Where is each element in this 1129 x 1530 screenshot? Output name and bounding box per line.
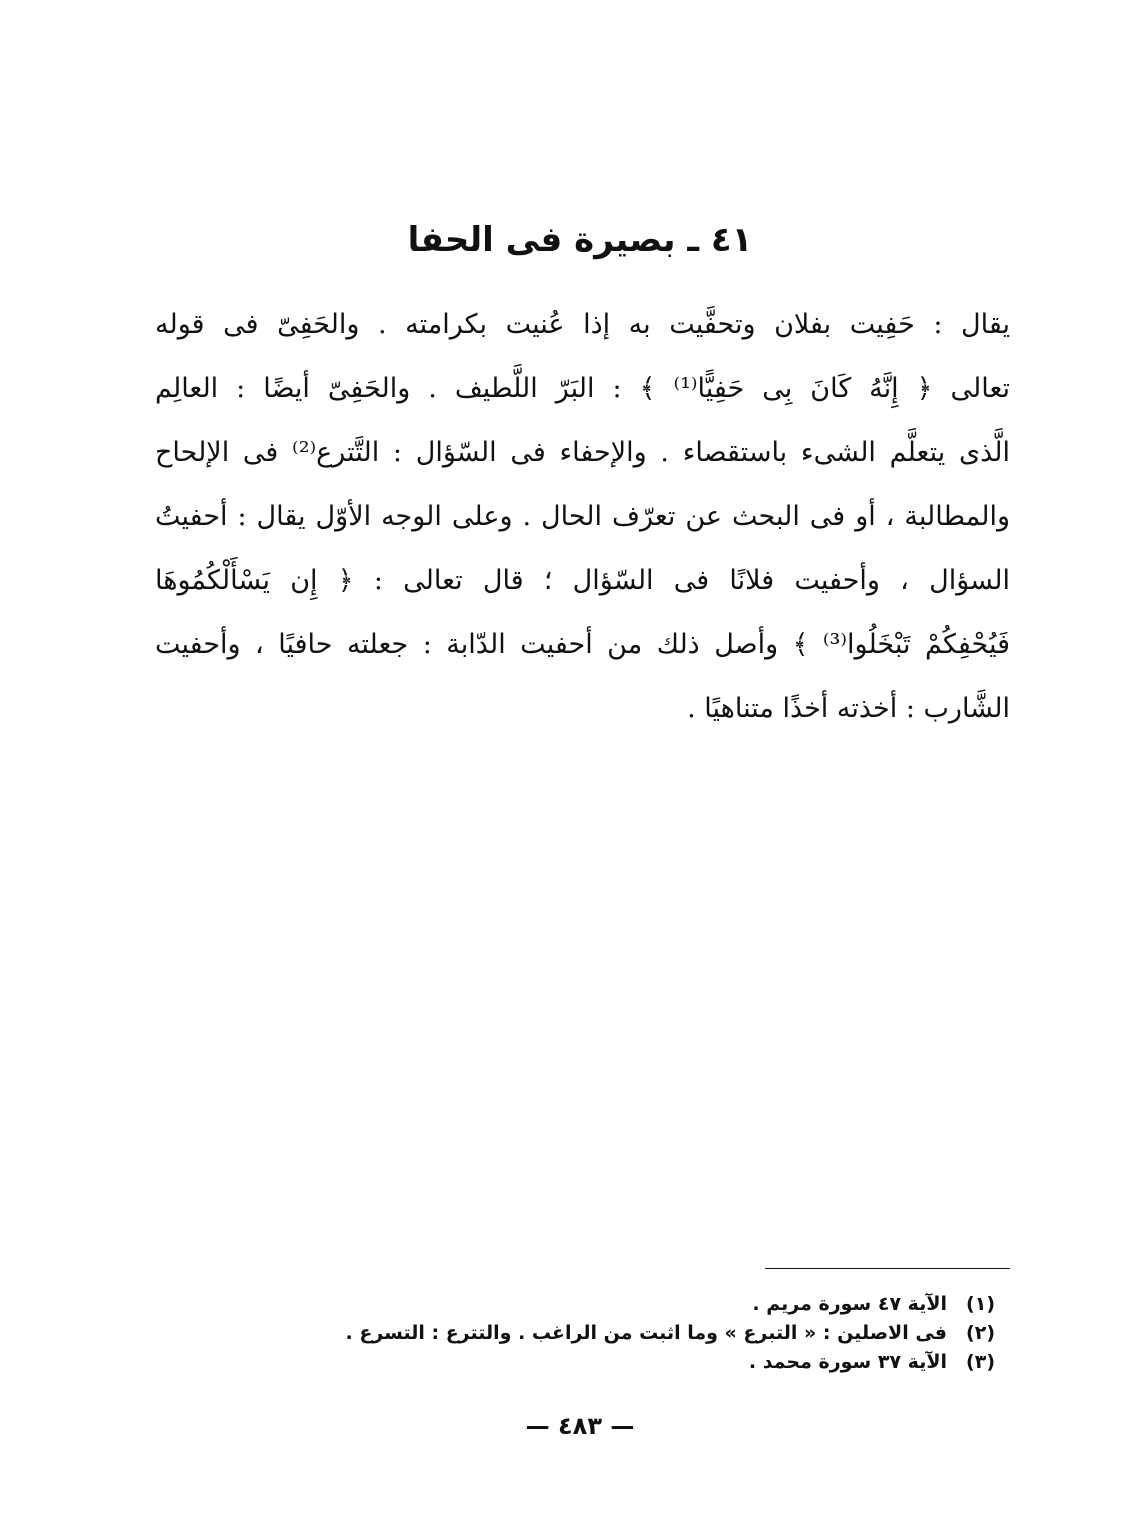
- body-line: السؤال ، وأحفيت فلانًا فى السّؤال ؛ قال تعالى : ﴿ إِن يَسْأَلْكُمُوهَا: [155, 565, 1010, 596]
- footnote-text: الآية ٣٧ سورة محمد .: [748, 1351, 947, 1373]
- body-line: الَّذى يتعلَّم الشىء باستقصاء . والإحفاء فى السّؤال : التَّترع⁽²⁾ فى الإلحاح: [155, 437, 1010, 468]
- section-heading: ٤١ ـ بصيرة فى الحفا: [407, 220, 753, 260]
- page-number: — ٤٨٣ —: [525, 1412, 635, 1440]
- footnote-number: (٣): [966, 1351, 995, 1373]
- footnote-item: [300, 1290, 995, 1319]
- footnotes: [300, 1290, 995, 1377]
- footnote-item: [300, 1319, 995, 1348]
- body-line: فَيُحْفِكُمْ تَبْخَلُوا⁽³⁾ ﴾ وأصل ذلك من أحفيت الدّابة : جعلته حافيًا ، وأحفيت: [155, 629, 1010, 660]
- footnote-text: فى الاصلين : « التبرع » وما اثبت من الراغب . والتترع : التسرع .: [345, 1322, 947, 1344]
- body-line: يقال : حَفِيت بفلان وتحفَّيت به إذا عُنيت بكرامته . والحَفِىّ فى قوله: [155, 309, 1010, 340]
- footnote-divider: [765, 1268, 1010, 1269]
- body-paragraph: [155, 293, 1010, 741]
- body-line: الشَّارب : أخذته أخذًا متناهيًا .: [687, 693, 1010, 724]
- footnote-number: (٢): [966, 1322, 995, 1344]
- footnote-number: (١): [966, 1293, 995, 1315]
- footnote-text: الآية ٤٧ سورة مريم .: [752, 1293, 947, 1315]
- body-line: تعالى ﴿ إِنَّهُ كَانَ بِى حَفِيًّا⁽¹⁾ ﴾ : البَرّ اللَّطيف . والحَفِىّ أيضًا : العالِم: [155, 373, 1010, 404]
- body-line: والمطالبة ، أو فى البحث عن تعرّف الحال . وعلى الوجه الأوّل يقال : أحفيتُ: [155, 501, 1010, 532]
- footnote-item: [300, 1348, 995, 1377]
